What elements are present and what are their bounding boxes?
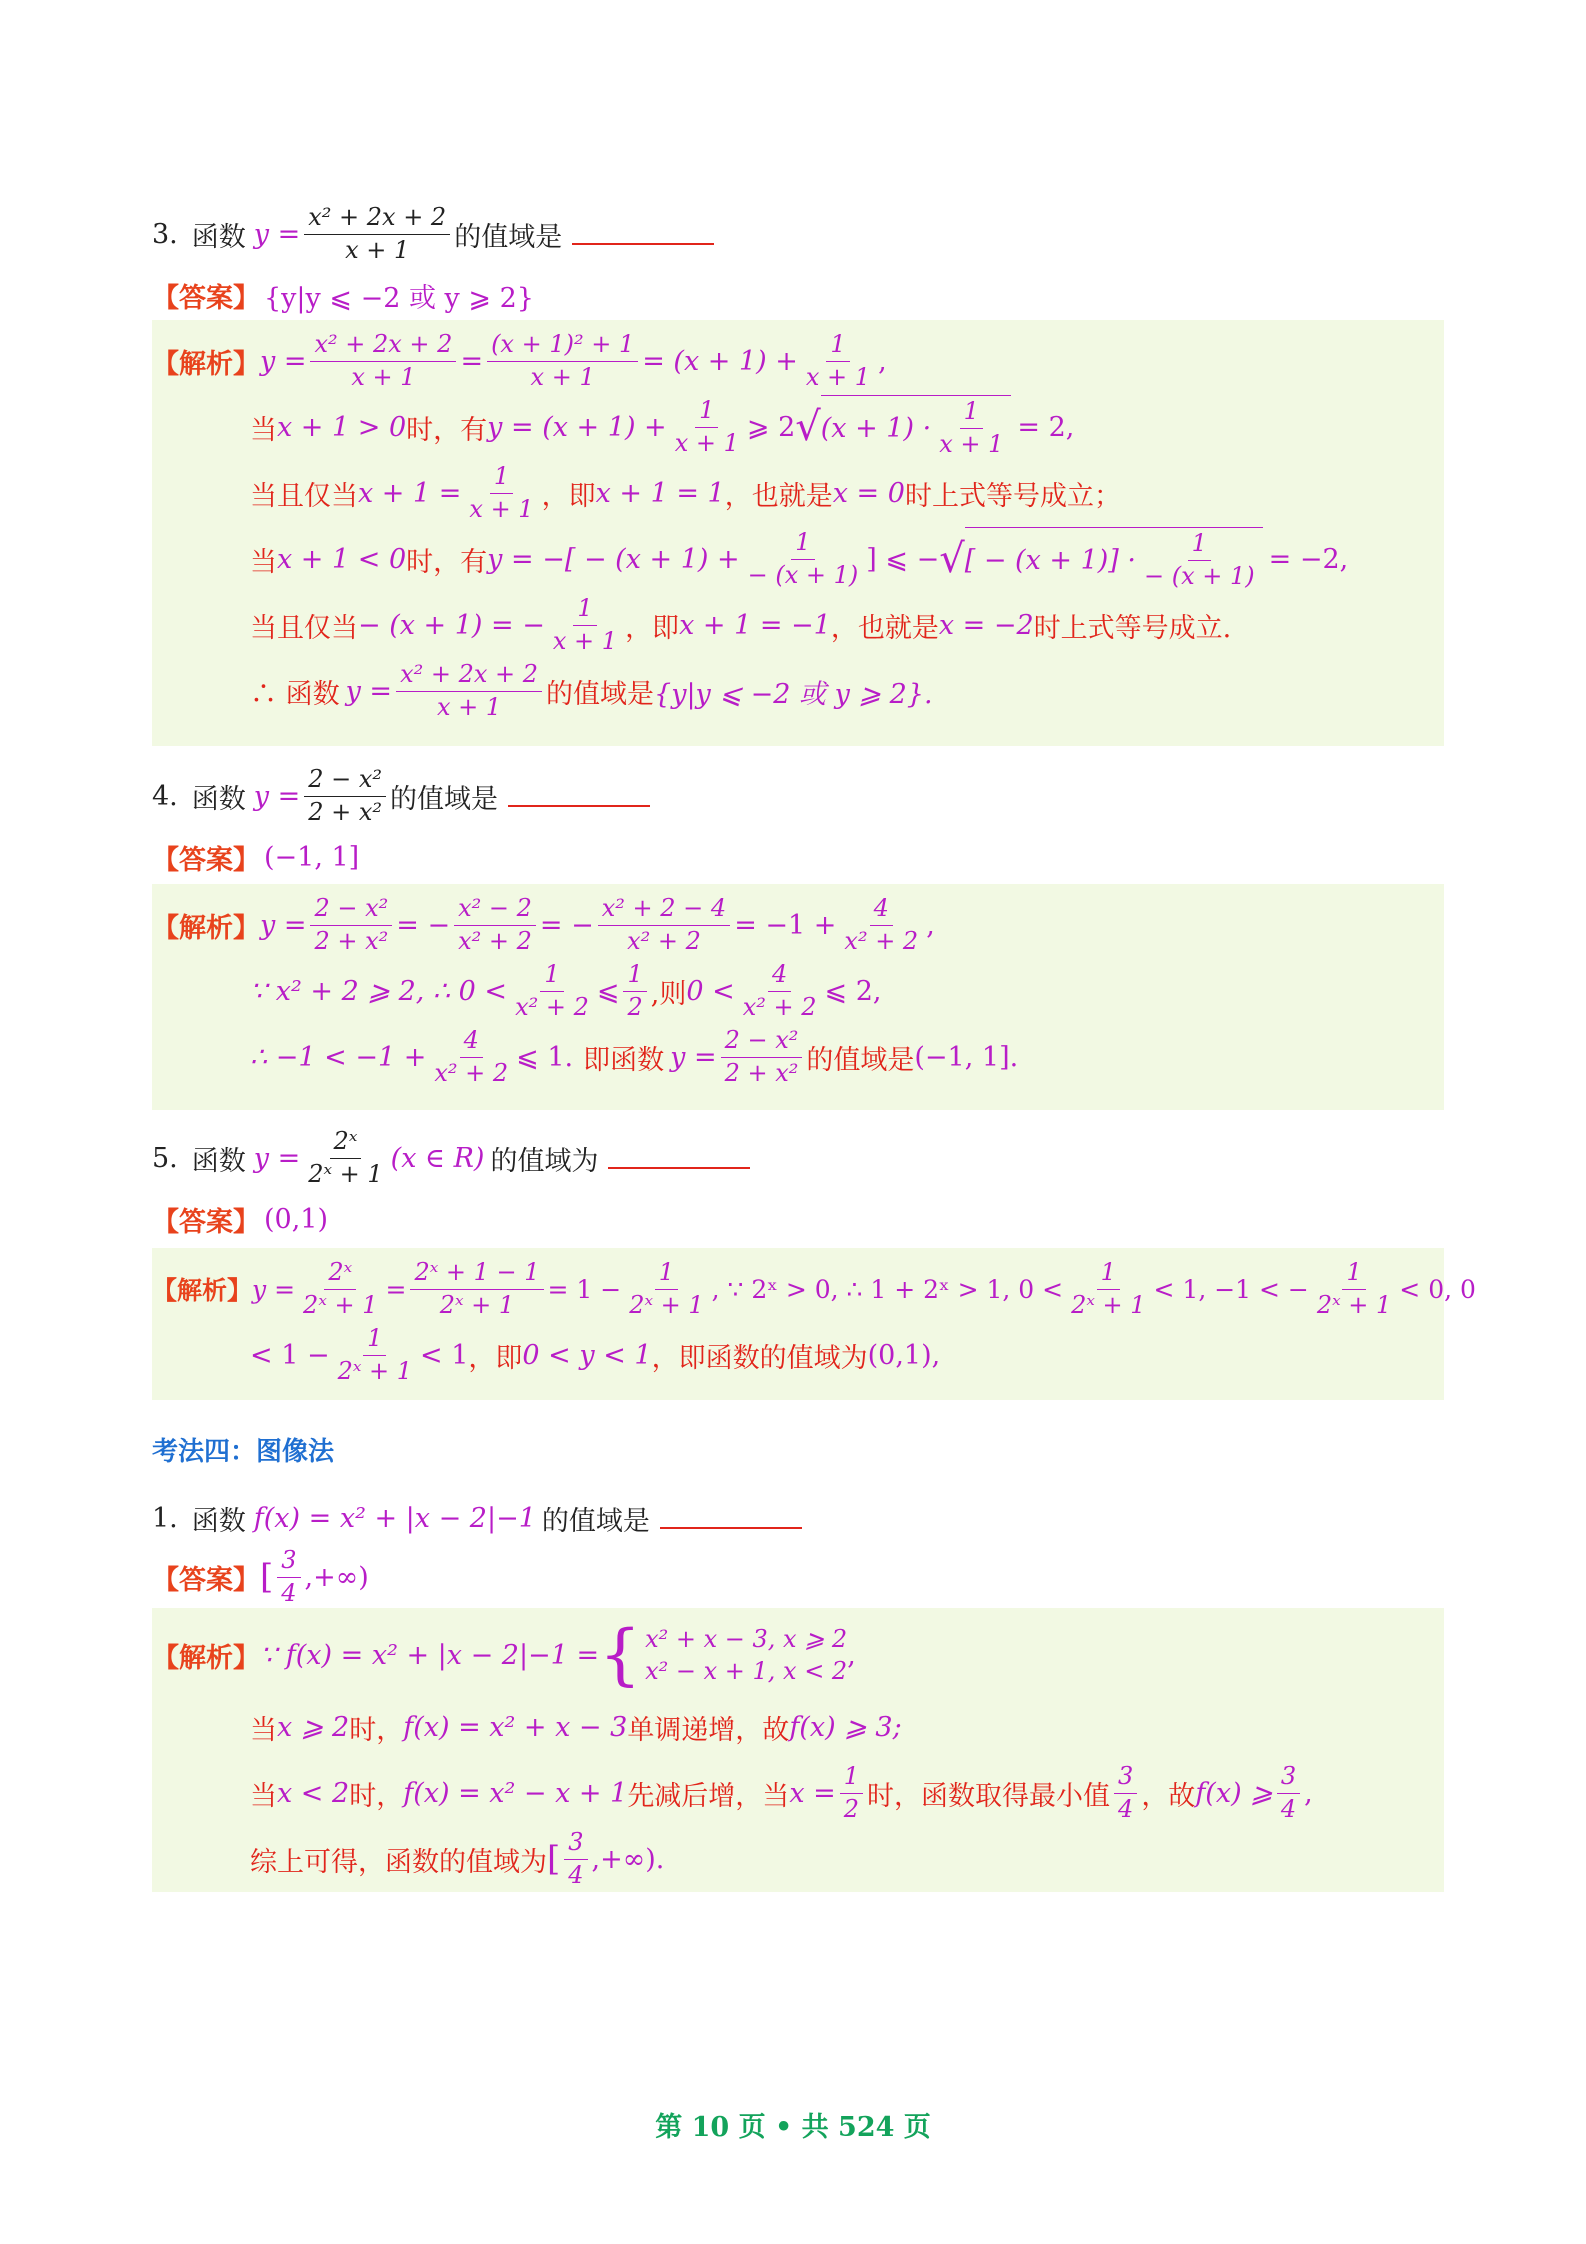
math: y = (x + 1) +: [487, 411, 667, 443]
solution-1: [152, 1608, 1444, 1892]
solution-text: 时，: [349, 1714, 404, 1746]
fraction: $\frac{\text{2 − x²}}{\text{2 + x²}}$: [304, 766, 386, 826]
fraction: $\frac{\text{x² − 2}}{\text{x² + 2}}$: [454, 895, 536, 955]
math: = −: [539, 909, 594, 941]
fraction: $\frac{1}{2}$: [623, 961, 646, 1021]
question-text: 函数: [191, 221, 246, 253]
section-heading: [152, 1424, 1444, 1474]
solution-line: [152, 394, 1432, 460]
solution-text: 综上可得，函数的值域为: [250, 1846, 547, 1878]
solution-text: 当: [250, 1714, 277, 1746]
math: x = 0: [832, 477, 905, 509]
math: = −2,: [1268, 543, 1349, 575]
math: ∵ f(x) = x² + |x − 2|−1 =: [260, 1639, 600, 1671]
math: x + 1 = 1: [595, 477, 725, 509]
question-3-stem: [152, 198, 1444, 270]
fraction: $\frac{\text{x² + 2x + 2}}{x + 1}$: [304, 204, 450, 264]
math: (0,1),: [867, 1339, 941, 1371]
answer-row: [152, 832, 1444, 882]
math: y =: [345, 675, 393, 707]
fraction: $\frac{3}{4}$: [1114, 1763, 1137, 1823]
math: ,: [878, 345, 887, 377]
math: y =: [253, 1142, 301, 1174]
math: x + 1 > 0: [277, 411, 407, 443]
math: y =: [260, 909, 307, 941]
math: 0 <: [686, 975, 735, 1007]
answer-blank: [572, 223, 714, 245]
solution-line: [152, 1024, 1432, 1090]
math: < 1 −: [250, 1339, 330, 1371]
solution-line: [152, 892, 1432, 958]
math: x + 1 = −1: [679, 609, 831, 641]
math: = −: [396, 909, 451, 941]
solution-text: ，即: [541, 480, 596, 512]
fraction: $\frac{1}{\text{2ˣ + 1}}$: [629, 1257, 704, 1319]
fraction: $\frac{\text{x² + 2x + 2}}{x + 1}$: [310, 331, 456, 391]
math: < 0, 0: [1399, 1274, 1476, 1304]
math: ,: [847, 1639, 856, 1671]
solution-3: [152, 320, 1444, 746]
question-number: 5.: [152, 1142, 178, 1174]
answer-row: [152, 270, 1444, 320]
solution-4: [152, 884, 1444, 1110]
fraction: $\frac{1}{\text{2ˣ + 1}}$: [1071, 1257, 1146, 1319]
fraction: $\frac{3}{4}$: [277, 1547, 300, 1607]
fraction: $\frac{4}{\text{x² + 2}}$: [742, 959, 817, 1021]
fraction: $\frac{3}{4}$: [564, 1829, 587, 1889]
solution-line: [152, 526, 1432, 592]
question-text: 函数: [191, 1505, 246, 1537]
piecewise: { x² + x − 3, x ⩾ 2 x² − x + 1, x < 2: [599, 1616, 848, 1693]
sqrt-radicand: [ − (x + 1)] · $\frac{1}{- (x + 1)}$: [965, 527, 1263, 590]
math: x < 2: [277, 1777, 350, 1809]
math: y =: [260, 345, 307, 377]
math: f(x) = x² − x + 1: [403, 1777, 628, 1809]
math: (x ∈ R): [390, 1142, 485, 1174]
solution-line: [152, 328, 1432, 394]
section-title: 考法四：图像法: [152, 1436, 335, 1467]
sqrt-sign: √: [795, 404, 821, 450]
solution-text: ，即函数的值域为: [651, 1342, 868, 1374]
question-number: 3.: [152, 218, 178, 250]
fraction: $\frac{1}{x + 1}$: [674, 395, 739, 457]
solution-tag: 【解析】: [152, 348, 260, 380]
solution-line: [152, 958, 1432, 1024]
math: ∴ −1 < −1 +: [250, 1041, 427, 1073]
math: y = −[ − (x + 1) +: [487, 543, 740, 575]
math: ⩽ 2,: [824, 975, 882, 1007]
fraction: $\frac{\text{x² + 2 − 4}}{\text{x² + 2}}$: [598, 895, 730, 955]
solution-line: [152, 460, 1432, 526]
math: ,: [926, 909, 935, 941]
math: x + 1 =: [358, 477, 462, 509]
math: =: [460, 345, 484, 377]
solution-text: 当且仅当: [250, 480, 358, 512]
math: ,+∞).: [591, 1843, 665, 1875]
page-footer: 第 10 页 • 共 524 页: [655, 2112, 931, 2143]
solution-text: 时，有: [406, 546, 488, 578]
answer-value: (−1, 1]: [264, 841, 360, 873]
answer-tag: 【答案】: [152, 282, 260, 314]
fraction: $\frac{\text{(x + 1)² + 1}}{x + 1}$: [487, 331, 638, 391]
answer-tag: 【答案】: [152, 1564, 260, 1596]
math: ⩾ 2: [746, 411, 796, 443]
solution-text: 时，有: [406, 414, 488, 446]
solution-tag: 【解析】: [152, 1276, 253, 1305]
question-4-stem: [152, 760, 1444, 832]
solution-text: 的值域是: [806, 1044, 915, 1076]
solution-5: [152, 1248, 1476, 1400]
math: < 1: [420, 1339, 469, 1371]
question-3: [152, 198, 1444, 320]
fraction: $\frac{1}{\text{x² + 2}}$: [515, 959, 589, 1021]
solution-text: ∴ 函数: [250, 678, 340, 710]
math: ⩽: [596, 975, 620, 1007]
question-number: 1.: [152, 1502, 178, 1534]
math: , ∵ 2ˣ > 0, ∴ 1 + 2ˣ > 1, 0 <: [711, 1274, 1064, 1304]
question-number: 4.: [152, 780, 178, 812]
question-1-stem: [152, 1488, 1444, 1548]
answer-blank: [508, 785, 650, 807]
math: ] ⩽ −: [866, 543, 940, 575]
question-1: [152, 1488, 1444, 1606]
math: f(x) = x² + x − 3: [403, 1711, 628, 1743]
solution-text: 时上式等号成立.: [1033, 612, 1232, 644]
solution-text: 时，: [349, 1780, 404, 1812]
solution-text: 单调递增，故: [627, 1714, 790, 1746]
question-5-stem: [152, 1122, 1444, 1194]
fraction: $\frac{\text{2ˣ + 1 − 1}}{\text{2ˣ + 1}}$: [410, 1259, 543, 1319]
math: = −1 +: [734, 909, 837, 941]
math: x =: [789, 1777, 836, 1809]
fraction: $\frac{1}{2}$: [840, 1763, 863, 1823]
math: =: [385, 1274, 407, 1304]
math: x ⩾ 2: [277, 1711, 350, 1743]
solution-line: [152, 1826, 1432, 1892]
solution-line: [152, 1322, 1432, 1388]
answer-row: [152, 1194, 1444, 1244]
math: − (x + 1) = −: [358, 609, 545, 641]
fraction: $\frac{\text{x² + 2x + 2}}{x + 1}$: [396, 661, 542, 721]
math: [: [547, 1839, 561, 1879]
fraction: $\frac{3}{4}$: [1277, 1763, 1300, 1823]
solution-line: [152, 1694, 1432, 1760]
math: [: [260, 1557, 274, 1597]
solution-text: ，也就是: [830, 612, 939, 644]
question-text: 函数: [191, 783, 246, 815]
fraction: $\frac{4}{\text{x² + 2}}$: [844, 893, 919, 955]
solution-text: ,则: [650, 978, 687, 1010]
fraction: $\frac{1}{\text{2ˣ + 1}}$: [337, 1323, 413, 1385]
math: < 1, −1 < −: [1153, 1274, 1309, 1304]
math: y =: [252, 1274, 296, 1304]
math: = 1 −: [547, 1274, 622, 1304]
math: ,+∞): [304, 1561, 369, 1593]
solution-tag: 【解析】: [152, 912, 260, 944]
solution-line: [152, 1256, 1476, 1322]
solution-text: ，也就是: [724, 480, 833, 512]
fraction: $\frac{1}{x + 1}$: [552, 593, 618, 655]
fraction: $\frac{\text{2ˣ}}{\text{2ˣ + 1}}$: [308, 1126, 383, 1188]
math: y =: [253, 780, 301, 812]
answer-tag: 【答案】: [152, 844, 260, 876]
answer-tag: 【答案】: [152, 1206, 260, 1238]
answer-row: [152, 1545, 1444, 1607]
math: = 2,: [1017, 411, 1075, 443]
fraction: $\frac{\text{2 − x²}}{\text{2 + x²}}$: [721, 1027, 803, 1087]
solution-line: [152, 658, 1432, 724]
solution-text: 当: [250, 1780, 277, 1812]
math: x = −2: [938, 609, 1034, 641]
fraction: $\frac{1}{x + 1}$: [805, 329, 871, 391]
math: ⩽ 1.: [516, 1041, 574, 1073]
answer-value: (0,1): [264, 1203, 329, 1235]
question-text: 的值域是: [541, 1505, 650, 1537]
sqrt-radicand: (x + 1) · $\frac{1}{x + 1}$: [821, 395, 1012, 458]
fraction: $\frac{1}{- (x + 1)}$: [747, 527, 859, 589]
question-4: [152, 760, 1444, 882]
fraction: $\frac{1}{\text{2ˣ + 1}}$: [1316, 1257, 1392, 1319]
solution-text: 时上式等号成立；: [904, 480, 1121, 512]
solution-text: 当: [250, 546, 277, 578]
answer-blank: [608, 1147, 750, 1169]
math: y =: [253, 218, 301, 250]
sqrt-sign: √: [939, 536, 965, 582]
solution-text: 时，函数取得最小值: [867, 1780, 1111, 1812]
question-text: 的值域是: [454, 221, 563, 253]
fraction: $\frac{\text{2ˣ}}{\text{2ˣ + 1}}$: [303, 1257, 378, 1319]
math: f(x) ⩾ 3;: [789, 1711, 902, 1743]
solution-line: [152, 1616, 1432, 1694]
question-text: 的值域是: [390, 783, 499, 815]
answer-blank: [660, 1507, 802, 1529]
answer-value: {y|y ⩽ −2 或 y ⩾ 2}: [264, 282, 534, 314]
math: 0 < y < 1: [522, 1339, 652, 1371]
solution-text: 当且仅当: [250, 612, 358, 644]
math: (−1, 1].: [914, 1041, 1019, 1073]
solution-text: ，即: [625, 612, 680, 644]
math: x + 1 < 0: [277, 543, 407, 575]
solution-text: ，故: [1141, 1780, 1196, 1812]
math: y =: [670, 1041, 717, 1073]
solution-text: 先减后增，当: [627, 1780, 790, 1812]
math: f(x) = x² + |x − 2|−1: [253, 1502, 536, 1534]
math: ,: [1304, 1777, 1313, 1809]
solution-line: [152, 1760, 1432, 1826]
fraction: $\frac{\text{2 − x²}}{\text{2 + x²}}$: [310, 895, 392, 955]
fraction: $\frac{4}{\text{x² + 2}}$: [434, 1025, 509, 1087]
solution-text: ，即: [468, 1342, 523, 1374]
solution-text: 的值域是: [546, 678, 655, 710]
fraction: $\frac{1}{x + 1}$: [469, 461, 534, 523]
math: ∵ x² + 2 ⩾ 2, ∴ 0 <: [250, 975, 508, 1007]
question-5: [152, 1122, 1444, 1244]
solution-text: 当: [250, 414, 277, 446]
math: {y|y ⩽ −2 或 y ⩾ 2}.: [654, 678, 933, 710]
math: f(x) ⩾: [1195, 1777, 1273, 1809]
solution-text: 即函数: [583, 1044, 665, 1076]
solution-line: [152, 592, 1432, 658]
solution-tag: 【解析】: [152, 1642, 260, 1674]
question-text: 函数: [191, 1145, 246, 1177]
question-text: 的值域为: [490, 1145, 599, 1177]
math: = (x + 1) +: [642, 345, 798, 377]
